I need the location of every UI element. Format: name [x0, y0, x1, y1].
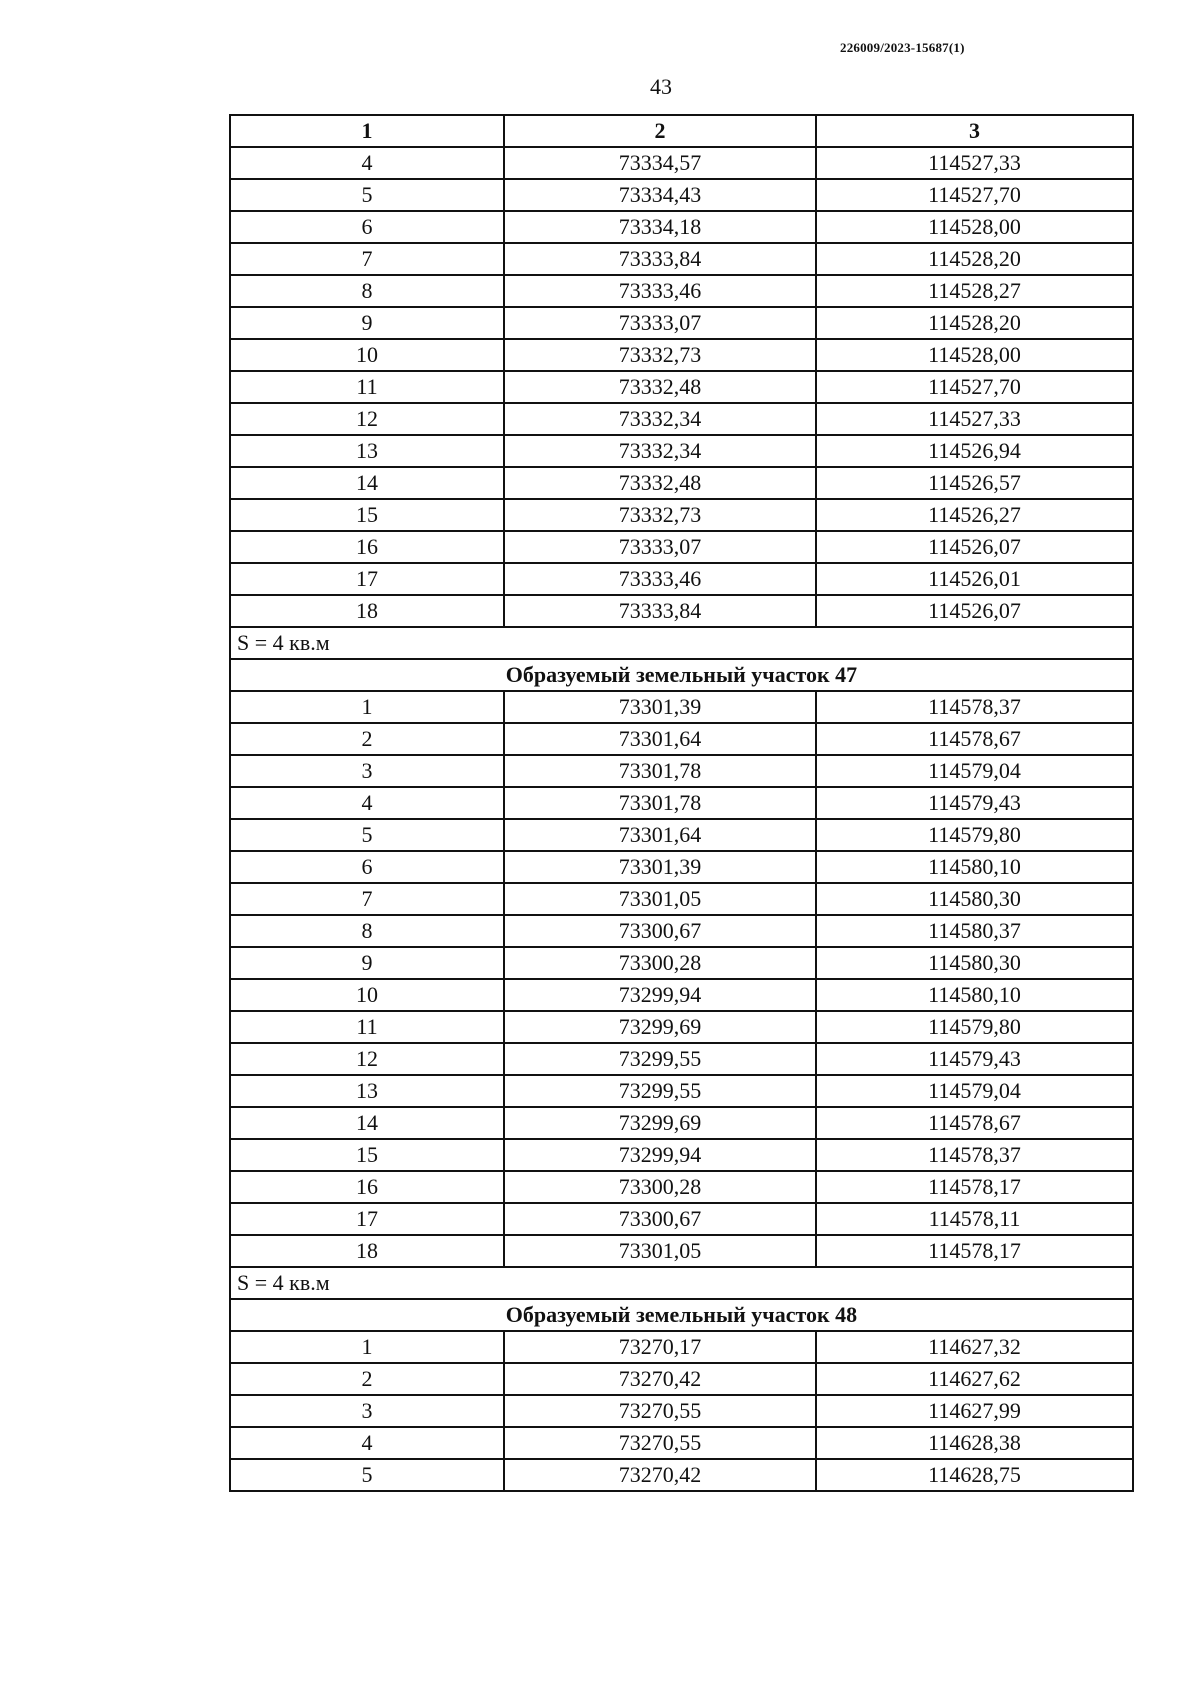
x-coordinate-cell: 73332,34	[504, 403, 816, 435]
y-coordinate-cell: 114627,32	[816, 1331, 1133, 1363]
y-coordinate-cell: 114527,70	[816, 371, 1133, 403]
table-row	[230, 851, 1133, 883]
table-row	[230, 755, 1133, 787]
point-number-cell: 11	[230, 371, 504, 403]
point-number-cell: 4	[230, 787, 504, 819]
point-number-cell: 2	[230, 1363, 504, 1395]
table-row	[230, 883, 1133, 915]
point-number-cell: 11	[230, 1011, 504, 1043]
y-coordinate-cell: 114526,94	[816, 435, 1133, 467]
x-coordinate-cell: 73301,64	[504, 819, 816, 851]
point-number-cell: 6	[230, 211, 504, 243]
area-label: S = 4 кв.м	[230, 627, 1133, 659]
area-label-row	[230, 627, 1133, 659]
table-row	[230, 211, 1133, 243]
column-header-2: 2	[504, 115, 816, 147]
x-coordinate-cell: 73334,43	[504, 179, 816, 211]
y-coordinate-cell: 114526,07	[816, 531, 1133, 563]
point-number-cell: 15	[230, 499, 504, 531]
point-number-cell: 12	[230, 1043, 504, 1075]
table-row	[230, 1235, 1133, 1267]
point-number-cell: 18	[230, 595, 504, 627]
point-number-cell: 2	[230, 723, 504, 755]
point-number-cell: 8	[230, 275, 504, 307]
page-number: 43	[650, 74, 672, 99]
point-number-cell: 13	[230, 1075, 504, 1107]
table-row	[230, 243, 1133, 275]
table-row	[230, 979, 1133, 1011]
y-coordinate-cell: 114578,37	[816, 691, 1133, 723]
y-coordinate-cell: 114526,27	[816, 499, 1133, 531]
y-coordinate-cell: 114578,67	[816, 1107, 1133, 1139]
y-coordinate-cell: 114579,43	[816, 787, 1133, 819]
table-header-row	[230, 115, 1133, 147]
y-coordinate-cell: 114528,20	[816, 243, 1133, 275]
x-coordinate-cell: 73299,69	[504, 1011, 816, 1043]
point-number-cell: 16	[230, 531, 504, 563]
x-coordinate-cell: 73332,48	[504, 467, 816, 499]
point-number-cell: 1	[230, 1331, 504, 1363]
y-coordinate-cell: 114580,37	[816, 915, 1133, 947]
y-coordinate-cell: 114528,20	[816, 307, 1133, 339]
y-coordinate-cell: 114627,62	[816, 1363, 1133, 1395]
point-number-cell: 6	[230, 851, 504, 883]
table-row	[230, 275, 1133, 307]
x-coordinate-cell: 73300,67	[504, 1203, 816, 1235]
table-row	[230, 1011, 1133, 1043]
point-number-cell: 17	[230, 563, 504, 595]
point-number-cell: 15	[230, 1139, 504, 1171]
table-row	[230, 499, 1133, 531]
y-coordinate-cell: 114578,11	[816, 1203, 1133, 1235]
area-label-row	[230, 1267, 1133, 1299]
table-row	[230, 787, 1133, 819]
section-title-row	[230, 1299, 1133, 1331]
y-coordinate-cell: 114528,27	[816, 275, 1133, 307]
y-coordinate-cell: 114528,00	[816, 211, 1133, 243]
x-coordinate-cell: 73301,05	[504, 883, 816, 915]
section-title: Образуемый земельный участок 48	[230, 1299, 1133, 1331]
table-row	[230, 723, 1133, 755]
point-number-cell: 7	[230, 243, 504, 275]
coordinates-table-body	[230, 115, 1133, 1491]
table-row	[230, 819, 1133, 851]
table-row	[230, 435, 1133, 467]
point-number-cell: 4	[230, 147, 504, 179]
y-coordinate-cell: 114579,80	[816, 1011, 1133, 1043]
x-coordinate-cell: 73334,18	[504, 211, 816, 243]
y-coordinate-cell: 114578,37	[816, 1139, 1133, 1171]
table-row	[230, 1203, 1133, 1235]
x-coordinate-cell: 73300,28	[504, 947, 816, 979]
point-number-cell: 5	[230, 179, 504, 211]
x-coordinate-cell: 73333,07	[504, 307, 816, 339]
y-coordinate-cell: 114526,01	[816, 563, 1133, 595]
y-coordinate-cell: 114527,33	[816, 403, 1133, 435]
table-row	[230, 915, 1133, 947]
table-row	[230, 1171, 1133, 1203]
y-coordinate-cell: 114580,30	[816, 947, 1133, 979]
table-row	[230, 1459, 1133, 1491]
y-coordinate-cell: 114580,30	[816, 883, 1133, 915]
table-row	[230, 531, 1133, 563]
y-coordinate-cell: 114527,70	[816, 179, 1133, 211]
table-row	[230, 1363, 1133, 1395]
table-row	[230, 1427, 1133, 1459]
point-number-cell: 9	[230, 947, 504, 979]
table-row	[230, 1075, 1133, 1107]
x-coordinate-cell: 73299,94	[504, 1139, 816, 1171]
x-coordinate-cell: 73332,48	[504, 371, 816, 403]
x-coordinate-cell: 73333,46	[504, 563, 816, 595]
table-row	[230, 147, 1133, 179]
x-coordinate-cell: 73332,73	[504, 499, 816, 531]
table-row	[230, 339, 1133, 371]
table-row	[230, 1395, 1133, 1427]
y-coordinate-cell: 114528,00	[816, 339, 1133, 371]
point-number-cell: 5	[230, 819, 504, 851]
point-number-cell: 10	[230, 339, 504, 371]
y-coordinate-cell: 114579,04	[816, 1075, 1133, 1107]
coordinates-table	[229, 114, 1134, 1492]
point-number-cell: 3	[230, 755, 504, 787]
point-number-cell: 5	[230, 1459, 504, 1491]
point-number-cell: 17	[230, 1203, 504, 1235]
x-coordinate-cell: 73270,55	[504, 1427, 816, 1459]
x-coordinate-cell: 73299,55	[504, 1043, 816, 1075]
table-row	[230, 403, 1133, 435]
y-coordinate-cell: 114579,04	[816, 755, 1133, 787]
point-number-cell: 12	[230, 403, 504, 435]
point-number-cell: 14	[230, 467, 504, 499]
y-coordinate-cell: 114628,38	[816, 1427, 1133, 1459]
x-coordinate-cell: 73270,55	[504, 1395, 816, 1427]
x-coordinate-cell: 73333,84	[504, 595, 816, 627]
point-number-cell: 18	[230, 1235, 504, 1267]
table-row	[230, 1139, 1133, 1171]
x-coordinate-cell: 73333,46	[504, 275, 816, 307]
y-coordinate-cell: 114627,99	[816, 1395, 1133, 1427]
x-coordinate-cell: 73270,17	[504, 1331, 816, 1363]
section-title: Образуемый земельный участок 47	[230, 659, 1133, 691]
y-coordinate-cell: 114578,67	[816, 723, 1133, 755]
y-coordinate-cell: 114578,17	[816, 1171, 1133, 1203]
x-coordinate-cell: 73270,42	[504, 1459, 816, 1491]
x-coordinate-cell: 73333,07	[504, 531, 816, 563]
y-coordinate-cell: 114580,10	[816, 851, 1133, 883]
x-coordinate-cell: 73299,55	[504, 1075, 816, 1107]
document-registration-number: 226009/2023-15687(1)	[840, 40, 965, 55]
y-coordinate-cell: 114628,75	[816, 1459, 1133, 1491]
table-row	[230, 1043, 1133, 1075]
section-title-row	[230, 659, 1133, 691]
y-coordinate-cell: 114578,17	[816, 1235, 1133, 1267]
y-coordinate-cell: 114526,07	[816, 595, 1133, 627]
x-coordinate-cell: 73333,84	[504, 243, 816, 275]
x-coordinate-cell: 73301,78	[504, 755, 816, 787]
x-coordinate-cell: 73270,42	[504, 1363, 816, 1395]
point-number-cell: 16	[230, 1171, 504, 1203]
x-coordinate-cell: 73301,39	[504, 851, 816, 883]
y-coordinate-cell: 114579,80	[816, 819, 1133, 851]
table-row	[230, 595, 1133, 627]
point-number-cell: 9	[230, 307, 504, 339]
table-row	[230, 179, 1133, 211]
x-coordinate-cell: 73300,28	[504, 1171, 816, 1203]
x-coordinate-cell: 73334,57	[504, 147, 816, 179]
table-row	[230, 947, 1133, 979]
point-number-cell: 1	[230, 691, 504, 723]
y-coordinate-cell: 114580,10	[816, 979, 1133, 1011]
table-row	[230, 307, 1133, 339]
area-label: S = 4 кв.м	[230, 1267, 1133, 1299]
point-number-cell: 14	[230, 1107, 504, 1139]
point-number-cell: 10	[230, 979, 504, 1011]
table-row	[230, 371, 1133, 403]
x-coordinate-cell: 73332,73	[504, 339, 816, 371]
y-coordinate-cell: 114526,57	[816, 467, 1133, 499]
x-coordinate-cell: 73301,39	[504, 691, 816, 723]
x-coordinate-cell: 73301,64	[504, 723, 816, 755]
y-coordinate-cell: 114579,43	[816, 1043, 1133, 1075]
point-number-cell: 8	[230, 915, 504, 947]
table-row	[230, 563, 1133, 595]
column-header-1: 1	[230, 115, 504, 147]
table-row	[230, 691, 1133, 723]
y-coordinate-cell: 114527,33	[816, 147, 1133, 179]
x-coordinate-cell: 73300,67	[504, 915, 816, 947]
x-coordinate-cell: 73299,94	[504, 979, 816, 1011]
point-number-cell: 7	[230, 883, 504, 915]
x-coordinate-cell: 73301,05	[504, 1235, 816, 1267]
table-row	[230, 1331, 1133, 1363]
column-header-3: 3	[816, 115, 1133, 147]
table-row	[230, 467, 1133, 499]
x-coordinate-cell: 73299,69	[504, 1107, 816, 1139]
x-coordinate-cell: 73301,78	[504, 787, 816, 819]
x-coordinate-cell: 73332,34	[504, 435, 816, 467]
point-number-cell: 4	[230, 1427, 504, 1459]
point-number-cell: 3	[230, 1395, 504, 1427]
point-number-cell: 13	[230, 435, 504, 467]
table-row	[230, 1107, 1133, 1139]
